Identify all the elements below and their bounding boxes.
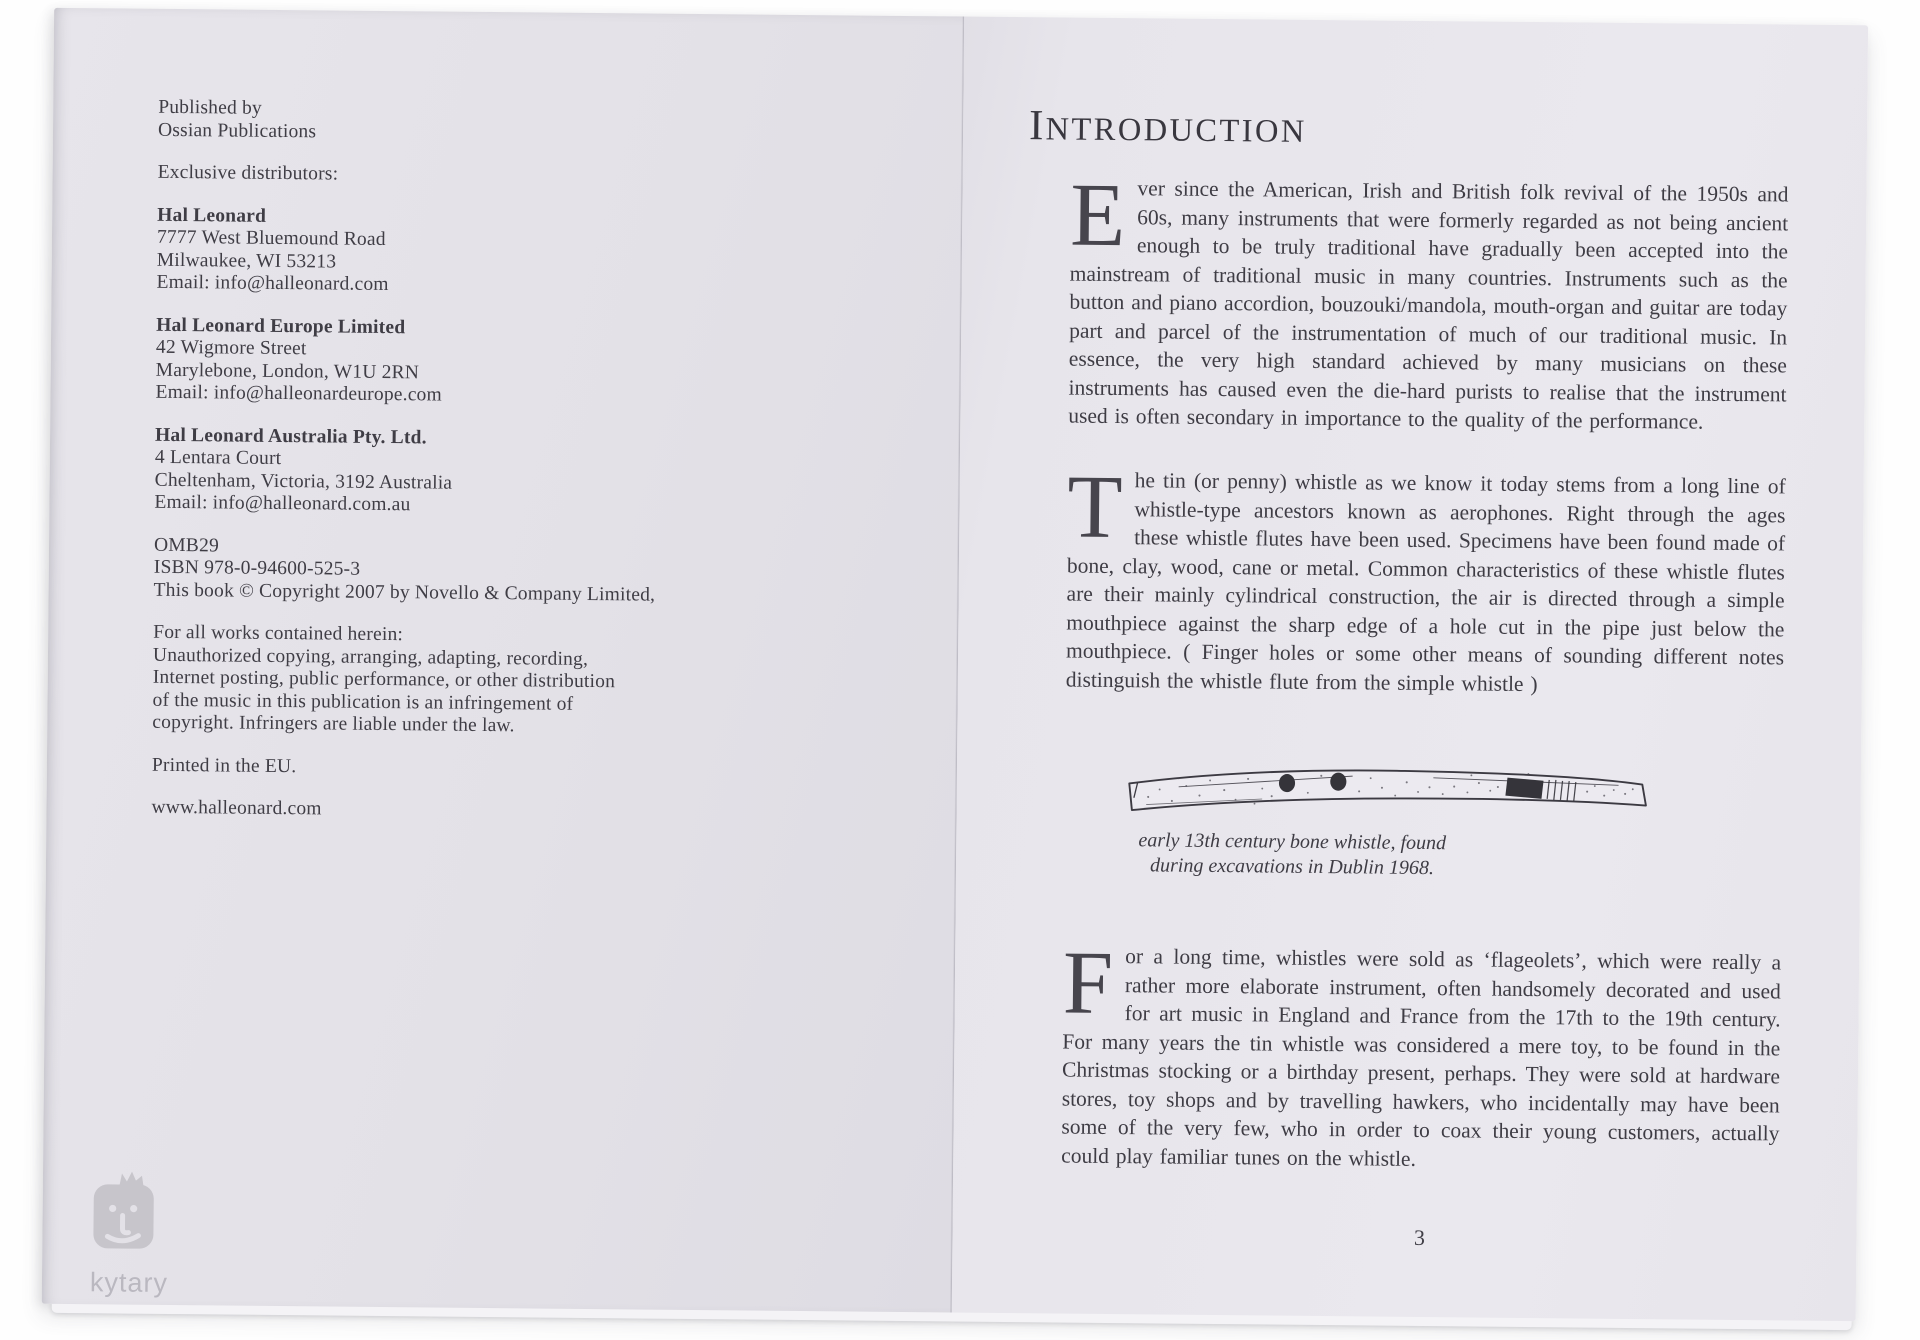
text-line: Unauthorized copying, arranging, adapting, recording, (152, 644, 589, 670)
bone-whistle-illustration (1119, 760, 1652, 823)
paragraph-text: ver since the American, Irish and British folk revival of the 1950s and 60s, many instruments that were formerly regarded as not being ancient enough to be truly traditional have gradually been accepted into the mainstream of traditional music in many countries. Instruments such as the button and piano accordion, bouzouki/mandola, mouth-organ and guitar are today part and parcel of the instrumentation of much of our traditional music. In essence, the very high standard achieved by many musicians on these instruments has caused even the die-hard purists to realise that the instrument used is often secondary in importance to the quality of the performance. (1068, 176, 1789, 434)
kytary-logo-icon (88, 1168, 159, 1261)
heading-rest: NTRODUCTION (1045, 111, 1307, 150)
caption-line: early 13th century bone whistle, found (1138, 829, 1447, 855)
drop-cap: T (1066, 457, 1123, 558)
watermark-label: kytary (89, 1267, 169, 1298)
text-line: Cheltenham, Victoria, 3192 Australia (154, 469, 453, 494)
rights-block (152, 622, 713, 740)
text-line: Marylebone, London, W1U 2RN (155, 359, 420, 383)
printed-line (152, 754, 712, 782)
text-line: copyright. Infringers are liable under the law. (152, 711, 515, 737)
text-line: 7777 West Bluemound Road (156, 226, 386, 251)
text-line: 4 Lentara Court (154, 446, 282, 470)
drop-cap: E (1069, 165, 1126, 266)
text-line: Ossian Publications (157, 119, 317, 142)
figure (1064, 760, 1783, 885)
text-line: Published by (158, 96, 263, 119)
publisher-block (158, 97, 718, 147)
text-line: Exclusive distributors: (157, 161, 339, 185)
distributor-europe (155, 314, 716, 409)
distributor-australia (154, 424, 715, 519)
text-line: of the music in this publication is an infringement of (152, 689, 574, 715)
left-page (42, 8, 964, 1313)
distributor-us (156, 204, 717, 299)
introduction-heading (1029, 101, 1307, 153)
distributor-name: Hal Leonard Australia Pty. Ltd. (154, 424, 427, 448)
heading-initial: I (1028, 102, 1046, 150)
distributors-label (158, 162, 718, 190)
text-line: 42 Wigmore Street (155, 336, 307, 360)
kytary-watermark (88, 1168, 209, 1299)
isbn: ISBN 978-0-94600-525-3 (153, 556, 361, 580)
colophon (151, 97, 718, 845)
distributor-name: Hal Leonard (157, 204, 267, 227)
distributor-name: Hal Leonard Europe Limited (156, 314, 406, 338)
paragraph-text: or a long time, whistles were sold as ‘flageolets’, which were really a rather more elaborate instrument, often handsomely decorated and used for art music in England and France from the 17th to the 19th century. For many years the tin whistle was considered a mere toy, to be found in the Christmas stocking or a birthday present, perhaps. They were sold at hardware stores, toy shops and by travelling hawkers, who incidentally may have been some of the very few, who in order to coax their young customers, actually could play familiar tunes on the whistle. (1061, 944, 1782, 1171)
paragraph-2 (1065, 457, 1786, 701)
text-line: Internet posting, public performance, or other distribution (152, 666, 616, 693)
text-line: For all works contained herein: (153, 621, 404, 646)
text-line: Email: info@halleonard.com (156, 271, 389, 296)
website-line (151, 797, 711, 825)
page-number: 3 (1413, 1224, 1426, 1251)
text-line: Email: info@halleonard.com.au (154, 491, 411, 516)
caption-line: during excavations in Dublin 1968. (1149, 854, 1435, 880)
book-spread (42, 8, 1868, 1321)
catalog-block (153, 534, 714, 607)
right-page (952, 17, 1868, 1322)
paragraph-3 (1061, 933, 1782, 1177)
text-line: Email: info@halleonardeurope.com (155, 381, 443, 406)
catalog-number: OMB29 (153, 534, 220, 556)
paragraph-text: he tin (or penny) whistle as we know it today stems from a long line of whistle-type ancestors known as aerophones. Right through the ages these whistle flutes have been used. Specimens have been found made of bone, clay, wood, cane or metal. Common characteristics of these whistle flutes are their mainly cylindrical construction, the air is directed through a simple mouthpiece against the sharp edge of a hole cut in the pipe just below the mouthpiece. ( Finger holes or some other means of sounding different notes distinguish the whistle flute from the simple whistle ) (1065, 468, 1786, 696)
paragraph-1 (1068, 165, 1789, 437)
publisher-website: www.halleonard.com (151, 796, 322, 820)
text-line: Milwaukee, WI 53213 (156, 249, 337, 273)
copyright-line: This book © Copyright 2007 by Novello & Company Limited, (153, 579, 656, 606)
text-line: Printed in the EU. (151, 754, 297, 777)
drop-cap: F (1062, 933, 1114, 1034)
figure-caption (1064, 828, 1520, 882)
